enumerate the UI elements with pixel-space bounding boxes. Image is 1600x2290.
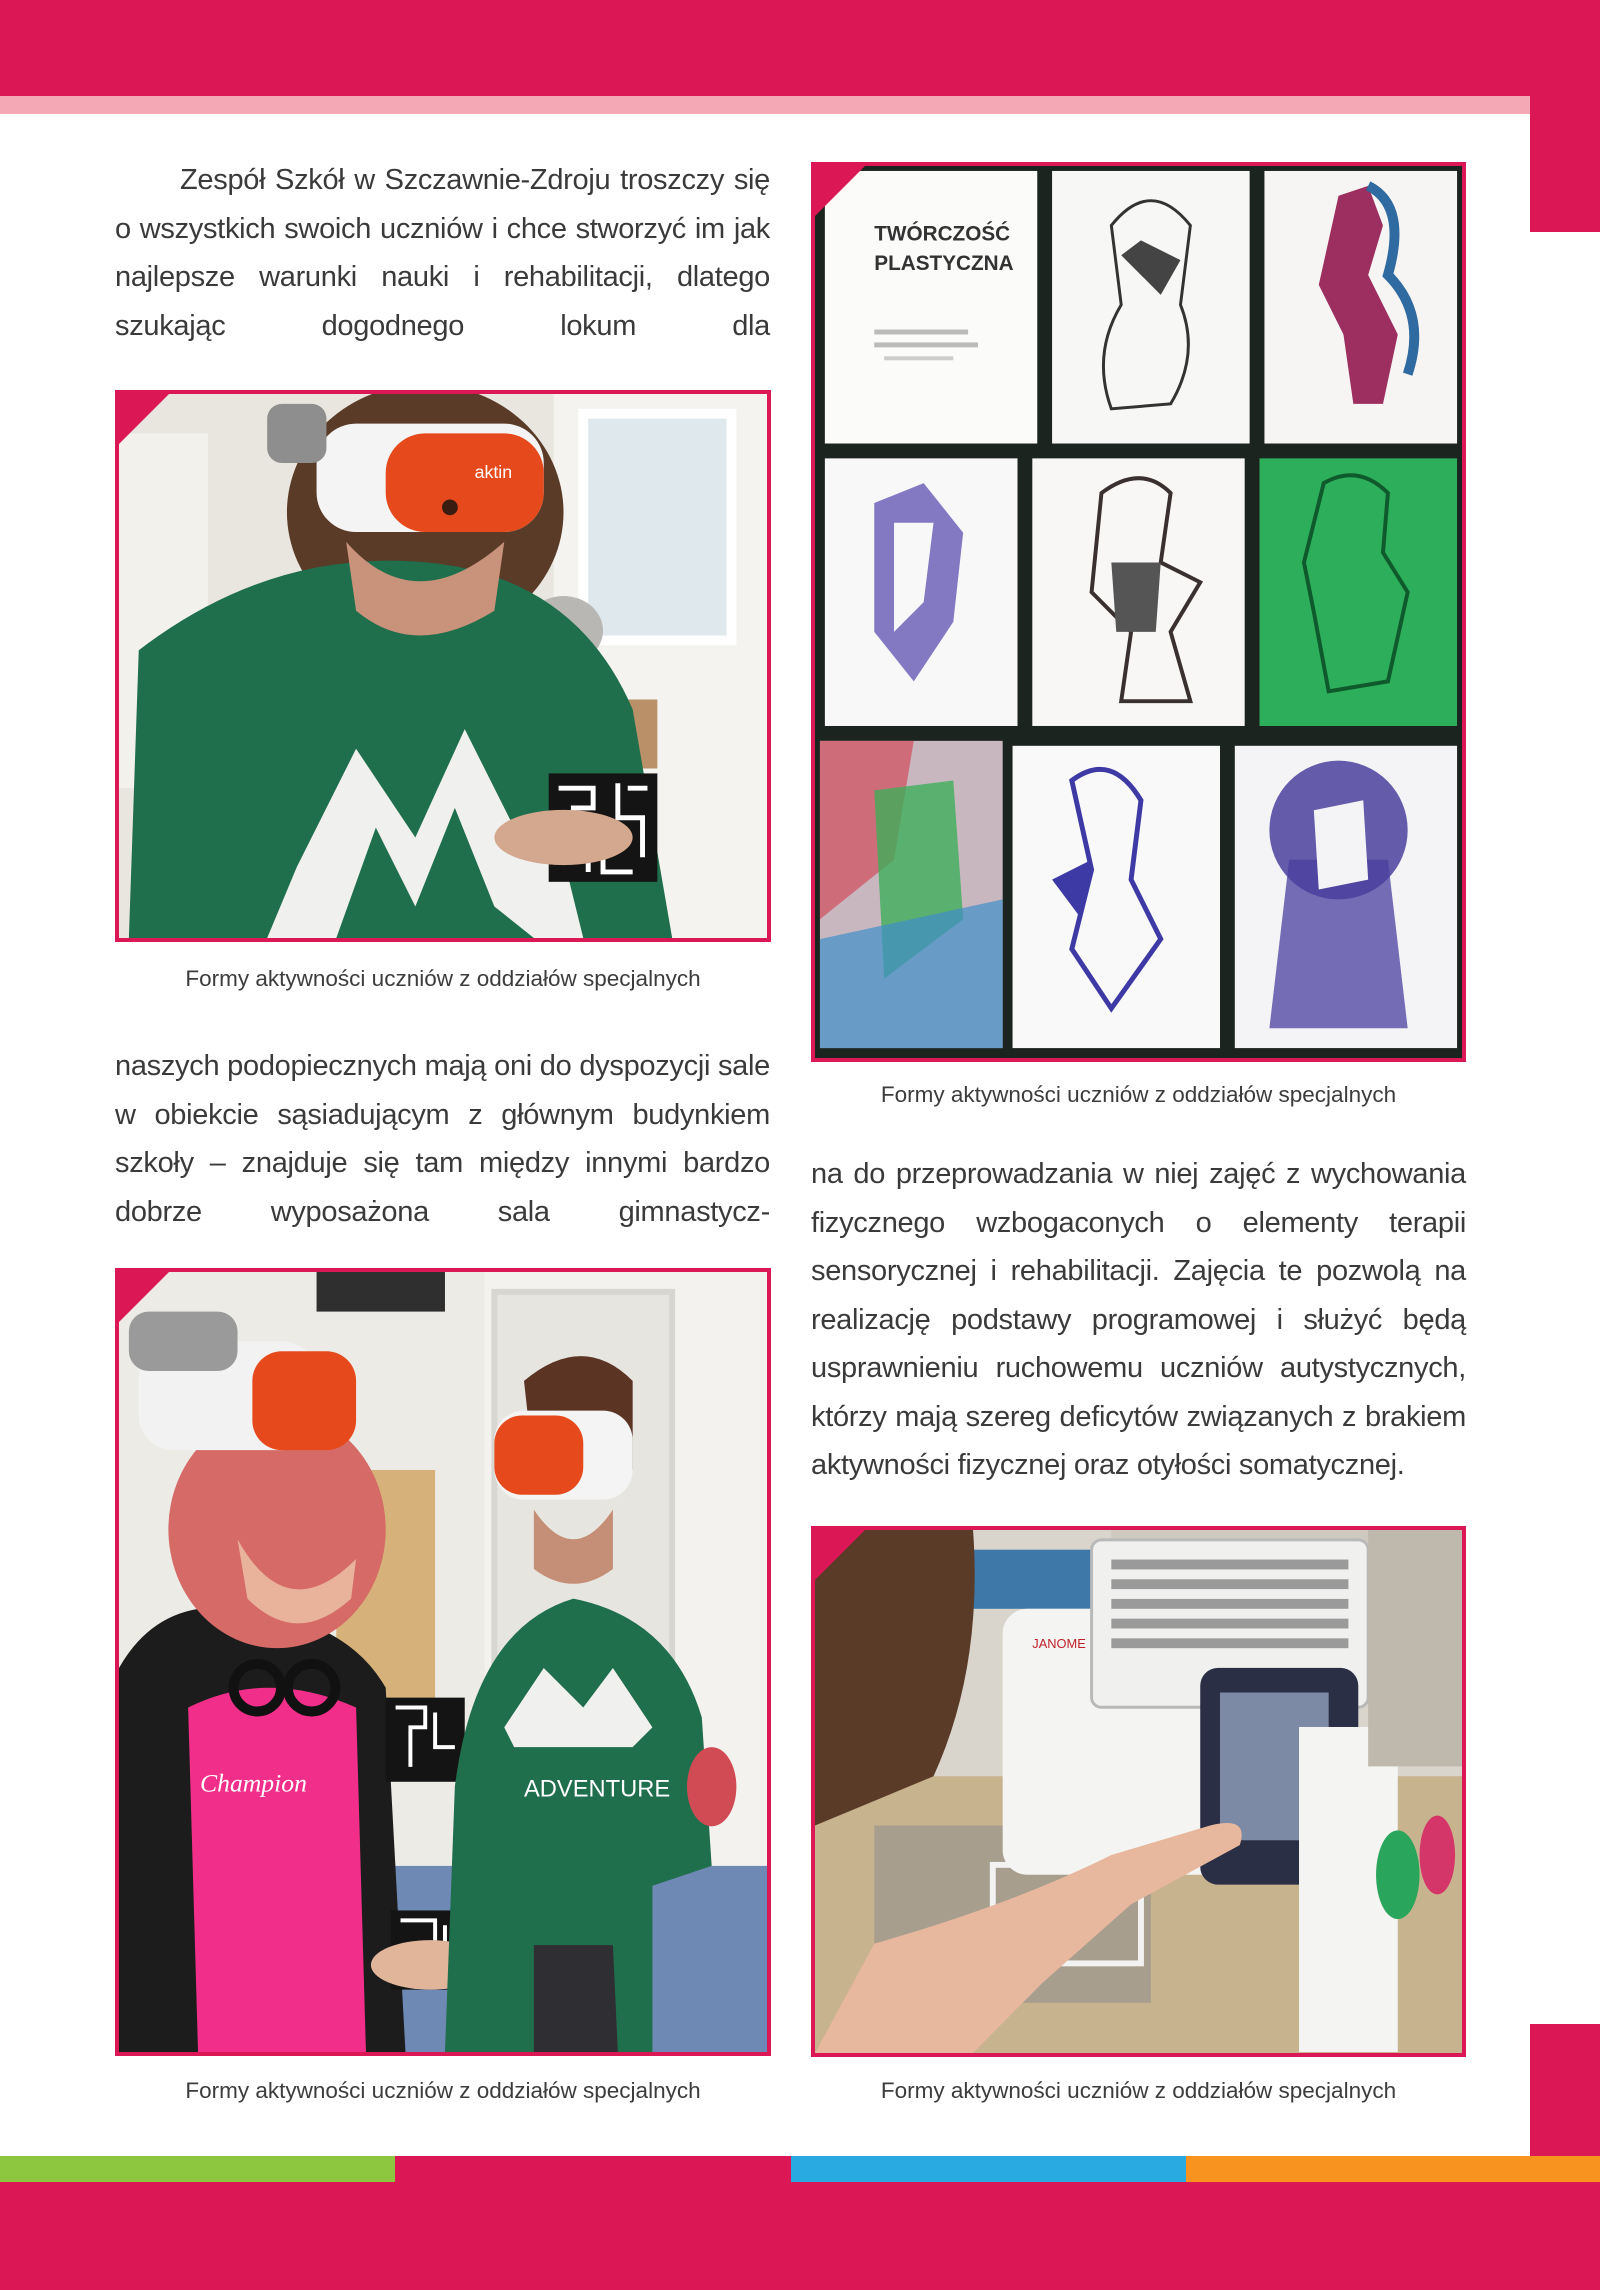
shirt-text: Champion bbox=[200, 1768, 307, 1798]
top-band bbox=[0, 0, 1600, 96]
top-band-accent bbox=[0, 96, 1530, 114]
headset-brand: aktin bbox=[474, 461, 513, 482]
bottom-band bbox=[0, 2182, 1600, 2290]
stripe-blue bbox=[791, 2156, 1186, 2182]
art-sign-line2: PLASTYCZNA bbox=[874, 252, 1014, 276]
vr-student-illustration bbox=[119, 394, 767, 938]
photo-corner bbox=[119, 394, 169, 444]
photo-vr-pair bbox=[115, 1268, 771, 2056]
machine-brand: JANOME bbox=[1032, 1636, 1086, 1652]
photo-corner bbox=[815, 166, 865, 216]
photo-corner bbox=[119, 1272, 169, 1322]
paragraph-3: na do przeprowadzania w niej zajęć z wychowania fizycznego wzbogaconych o elementy terapii sensorycznej i rehabilitacji. Zajęcia te pozwolą na realizację podstawy programowej i służyć będą usprawnieniu ruchowemu uczniów autystycznych, którzy mają szereg deficytów związanych z brakiem aktywności fizycznej oraz otyłości somatycznej. bbox=[811, 1158, 1466, 1481]
side-tab-top bbox=[1530, 96, 1600, 232]
art-wall-illustration bbox=[815, 166, 1462, 1058]
stripe-green bbox=[0, 2156, 395, 2182]
stripe-orange bbox=[1186, 2156, 1600, 2182]
vr-pair-illustration bbox=[119, 1272, 767, 2052]
caption-sewing: Formy aktywności uczniów z oddziałów specjalnych bbox=[880, 2078, 1397, 2103]
photo-sewing bbox=[811, 1526, 1466, 2057]
side-tab-bottom bbox=[1530, 2024, 1600, 2156]
paragraph-2: naszych podopiecznych mają oni do dyspozycji sale w obiekcie sąsiadującym z głównym budynkiem szkoły – znajduje się tam między innymi bardzo dobrze wyposażona sala gimnastycz- bbox=[115, 1050, 770, 1228]
caption-vr-pair: Formy aktywności uczniów z oddziałów specjalnych bbox=[185, 2078, 701, 2103]
stripe-pink bbox=[395, 2156, 791, 2182]
photo-corner bbox=[815, 1530, 865, 1580]
photo-art-wall bbox=[811, 162, 1466, 1062]
sewing-illustration bbox=[815, 1530, 1462, 2053]
photo-vr-student bbox=[115, 390, 771, 942]
caption-art-wall: Formy aktywności uczniów z oddziałów specjalnych bbox=[880, 1082, 1397, 1107]
art-sign-line1: TWÓRCZOŚĆ bbox=[874, 222, 1011, 246]
paragraph-1: Zespół Szkół w Szczawnie-Zdroju troszczy się o wszystkich swoich uczniów i chce stworzyć im jak najlepsze warunki nauki i rehabilitacji, dlatego szukając dogodnego lokum dla bbox=[115, 164, 770, 342]
hoodie-text: ADVENTURE bbox=[524, 1776, 671, 1803]
caption-vr-student: Formy aktywności uczniów z oddziałów specjalnych bbox=[185, 966, 701, 991]
